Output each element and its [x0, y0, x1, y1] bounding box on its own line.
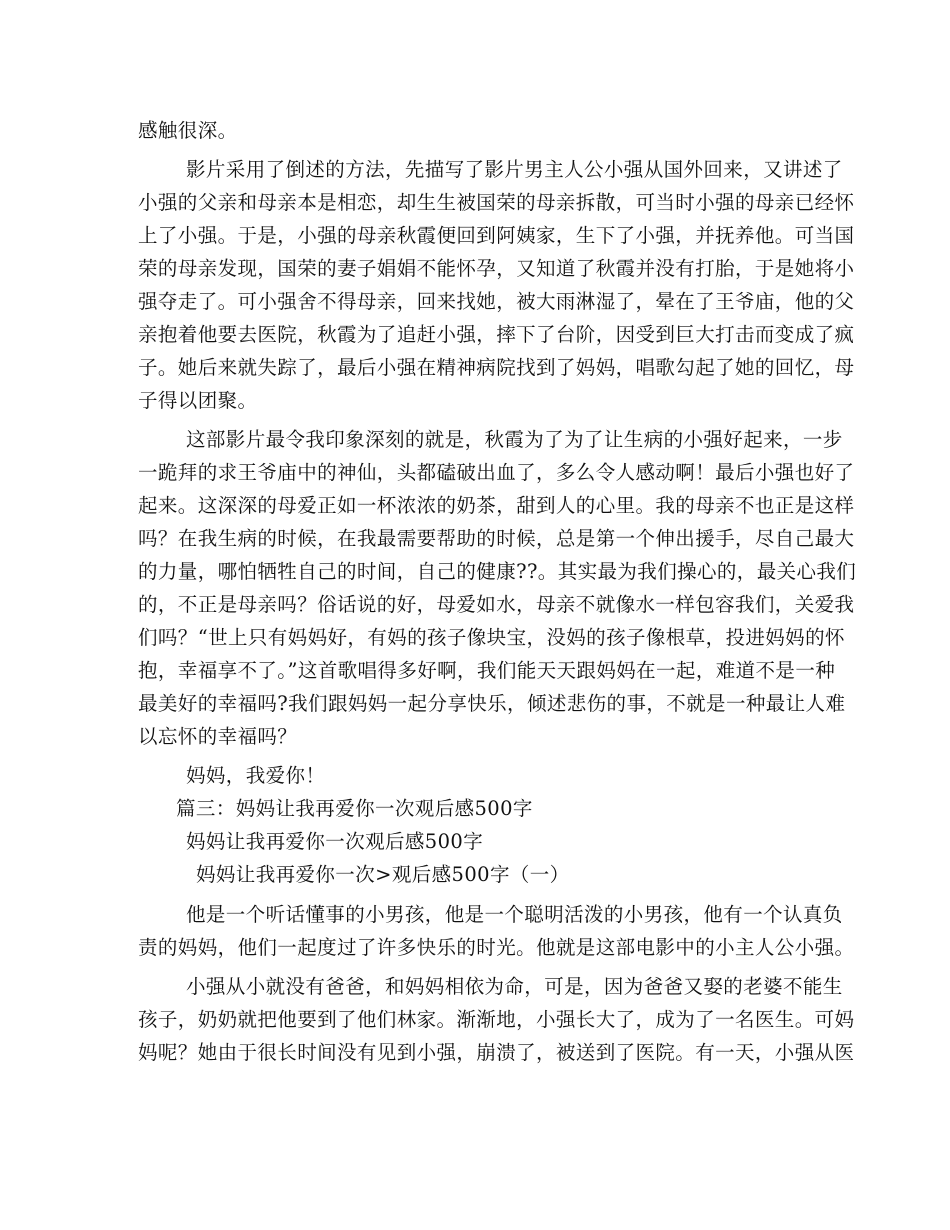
- text-line: 上了小强。于是，小强的母亲秋霞便回到阿姨家，生下了小强，并抚养他。可当国: [138, 224, 855, 247]
- section-heading: 篇三：妈妈让我再爱你一次观后感500字: [176, 797, 533, 820]
- text-line: 以忘怀的幸福吗？: [138, 725, 298, 748]
- text-line: 的，不正是母亲吗？俗话说的好，母爱如水，母亲不就像水一样包容我们，关爱我: [138, 593, 855, 616]
- text-line: 孩子，奶奶就把他要到了他们林家。渐渐地，小强长大了，成为了一名医生。可妈: [138, 1008, 855, 1031]
- text-line: 小强从小就没有爸爸，和妈妈相依为命，可是，因为爸爸又娶的老婆不能生: [186, 975, 843, 998]
- section-subheading: 妈妈让我再爱你一次观后感500字: [186, 830, 484, 853]
- text-line: 子。她后来就失踪了，最后小强在精神病院找到了妈妈，唱歌勾起了她的回忆，母: [138, 356, 855, 379]
- text-line: 起来。这深深的母爱正如一杯浓浓的奶茶，甜到人的心里。我的母亲不也正是这样: [138, 494, 855, 517]
- text-line: 小强的父亲和母亲本是相恋，却生生被国荣的母亲拆散，可当时小强的母亲已经怀: [138, 191, 855, 214]
- section-subheading: 妈妈让我再爱你一次>观后感500字（一）: [196, 863, 570, 886]
- text-line: 感触很深。: [138, 119, 238, 142]
- text-line: 妈呢？她由于很长时间没有见到小强，崩溃了，被送到了医院。有一天，小强从医: [138, 1041, 855, 1064]
- text-line: 的力量，哪怕牺牲自己的时间，自己的健康??。其实最为我们操心的，最关心我们: [138, 560, 857, 583]
- text-line: 影片采用了倒述的方法，先描写了影片男主人公小强从国外回来，又讲述了: [186, 158, 843, 181]
- text-line: 妈妈，我爱你！: [186, 764, 326, 787]
- text-line: 最美好的幸福吗?我们跟妈妈一起分享快乐，倾述悲伤的事，不就是一种最让人难: [138, 692, 846, 715]
- text-line: 荣的母亲发现，国荣的妻子娟娟不能怀孕，又知道了秋霞并没有打胎，于是她将小: [138, 257, 855, 280]
- text-line: 抱，幸福享不了。”这首歌唱得多好啊，我们能天天跟妈妈在一起，难道不是一种: [138, 659, 836, 682]
- text-line: 吗？在我生病的时候，在我最需要帮助的时候，总是第一个伸出援手，尽自己最大: [138, 527, 855, 550]
- text-line: 亲抱着他要去医院，秋霞为了追赶小强，摔下了台阶，因受到巨大打击而变成了疯: [138, 323, 855, 346]
- text-line: 们吗？“世上只有妈妈好，有妈的孩子像块宝，没妈的孩子像根草，投进妈妈的怀: [138, 626, 845, 649]
- text-line: 一跪拜的求王爷庙中的神仙，头都磕破出血了，多么令人感动啊！最后小强也好了: [138, 461, 855, 484]
- text-line: 他是一个听话懂事的小男孩，他是一个聪明活泼的小男孩，他有一个认真负: [186, 903, 843, 926]
- text-line: 子得以团聚。: [138, 389, 258, 412]
- text-line: 这部影片最令我印象深刻的就是，秋霞为了为了让生病的小强好起来，一步: [186, 428, 843, 451]
- text-line: 责的妈妈，他们一起度过了许多快乐的时光。他就是这部电影中的小主人公小强。: [138, 936, 855, 959]
- text-line: 强夺走了。可小强舍不得母亲，回来找她，被大雨淋湿了，晕在了王爷庙，他的父: [138, 290, 855, 313]
